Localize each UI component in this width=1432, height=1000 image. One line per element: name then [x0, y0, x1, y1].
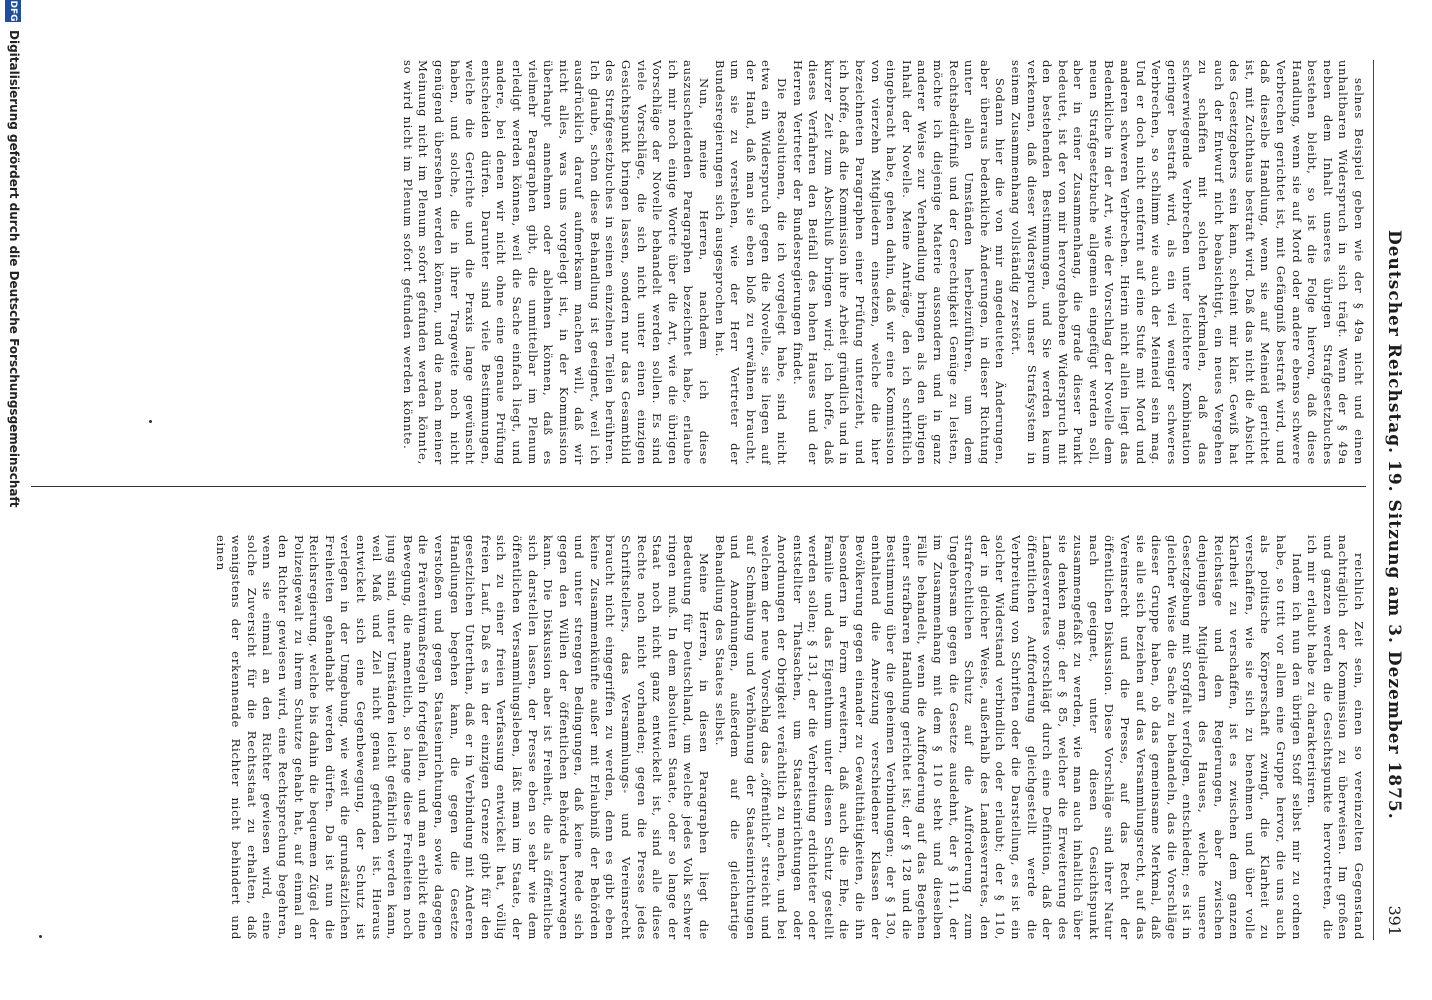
- paragraph: Indem ich nun den übrigen Stoff selbst mir zu ordnen habe, so tritt vor allem eine Gruppe hervor, die uns auch als politische Körperschaft zwingt, die Klarheit zu verschaffen, wie sie sich zu benehmen und über volle Klarheit zu verschaffen, ist es zwischen dem ganzen Reichstage und den Regierungen, aber zwischen denjenigen Mitgliedern des Hauses, welche unsere Gesetzgebung mit Sorgfalt verfolgen, entschieden; es ist in gleicher Weise die Sache zu behandeln, das die Vorschläge dieser Gruppe haben, ob das gemeinsame Merkmal, daß sie alle sich beziehen auf das Versammlungsrecht, auf das Vereinsrecht und die Presse, auf das Recht der öffentlichen Diskussion. Diese Vorschläge sind ihrer Natur nach geeignet, unter diesen Gesichtspunkt zusammengefaßt zu werden, wie man auch inhaltlich über sie denken mag: der § 85, welcher die Erweiterung des Landesverrates vorschlägt durch eine Definition, daß der öffentlichen Aufforderung gleichgestellt werde die Verbreitung von Schriften oder die Darstellung, es ist ein solcher Widerstand verbindlich oder erlaubt; der § 110, der in gleicher Weise, außerhalb des Landesverrates, den strafrechtlichen Schutz auf die Aufforderung zum Ungehorsam gegen die Gesetze ausdehnt, der § 111, der im Zusammenhang mit dem § 110 steht und dieselben Fälle behandelt, wenn die Aufforderung auf das Begehen einer strafbaren Handlung gerichtet ist; der § 128 und die Bestimmung über die geheimen Verbindungen; der § 130, enthaltend die Anreizung verschiedener Klassen der Bevölkerung gegen einander zu Gewaltthätigkeiten, die ihn besondern in Form erweitern, daß auch die Ehe, die Familie und das Eigenthum unter diesen Schutz gestellt werden sollen; § 131, der die Verbreitung erdichteter oder entstellter Thatsachen, um Staatseinrichtungen oder Anordnungen der Obrigkeit verächtlich zu machen, und bei welchem der neue Vorschlag das „öffentlich“ streicht und auf Schmähung und Verhöhnung der Staatseinrichtungen und Anordnungen, außerdem auf die gleichartige Behandlung des Staates selbst.: [712, 535, 1304, 940]
- column-divider: [31, 486, 1366, 487]
- footer-text: Digitalisierung gefördert durch die Deutsche Forschungsgemeinschaft: [7, 30, 21, 508]
- text-column-left: [31, 60, 1366, 465]
- paragraph: reichlich Zeit sein, einen so vereinzelten Gegenstand nachträglich der Kommission zu überweisen. Im großen und ganzen werden die Gesichtspunkte hervortreten, die ich mir erlaubt habe zu charakterisiren.: [1305, 535, 1366, 940]
- scan-speck: [149, 420, 152, 423]
- paragraph: Die Resolutionen, die ich vorgelegt habe, sind nicht etwa ein Widerspruch gegen die Novelle, sie liegen auf der Hand, daß man sie eben bloß zu erwähnen braucht, um sie zu verstehen, wie der Herr Vertreter der Bundesregierungen sich ausgesprochen hat.: [712, 60, 790, 465]
- dfg-logo: DFG: [5, 0, 21, 22]
- paragraph: Sodann hier die von mir angedeuteten Änderungen, aber überaus bedenkliche Änderungen, in dieser Richtung unter allen Umständen herbeizuführen, um dem Rechtsbedürfniß und der Gerechtigkeit Genüge zu leisten, möchte ich diejenige Materie aussondern und in ganz anderer Weise zur Verhandlung bringen als den übrigen Inhalt der Novelle. Meine Anträge, den ich schriftlich eingebracht habe, gehen dahin, daß wir eine Kommission von vierzehn Mitgliedern einsetzen, welche die hier bezeichneten Paragraphen einer Prüfung unterzieht, und ich hoffe, daß die Kommission ihre Arbeit gründlich und in kurzer Zeit zum Abschluß bringen wird; ich hoffe, daß dieses Verfahren den Beifall des hohen Hauses und der Herren Vertreter der Bundesregierungen findet.: [790, 60, 1008, 465]
- page-number: 391: [1385, 905, 1404, 936]
- text-column-right: [31, 535, 1366, 940]
- paragraph: Nun, meine Herren, nachdem ich diese auszuscheidenden Paragraphen bezeichnet habe, erlaube ich mir noch einige Worte über die Art, wie die übrigen Vorschläge der Novelle behandelt werden sollen. Es sind viele Vorschläge, die sich nicht unter einen einzigen Gesichtspunkt bringen lassen, sondern nur das Gesamtbild des Strafgesetzbuches in seinen einzelnen Teilen berühren. Ich glaube, schon diese Behandlung ist geeignet, weil ich ausdrücklich darauf aufmerksam machen will, daß wir nicht alles, was uns vorgelegt ist, in der Kommission überhaupt annehmen oder ablehnen können, daß es vielmehr Paragraphen gibt, die unmittelbar im Plenum erledigt werden können, weil die Sache einfach liegt, und andere, bei denen wir nicht ohne eine genaue Prüfung entscheiden dürfen. Darunter sind viele Bestimmungen, welche die Gerichte und die Praxis lange gewünscht haben, und solche, die in ihrer Tragweite noch nicht genügend übersehen werden können, und die nach meiner Meinung nicht im Plenum sofort gefunden werden könnte, so wird nicht im Plenum sofort gefunden werden könnte.: [400, 60, 712, 465]
- header-title: Deutscher Reichstag.: [1384, 230, 1404, 455]
- page-header: [1373, 60, 1410, 940]
- paragraph: selnes Beispiel geben wie der § 49a nicht und einen unhaltbaren Widerspruch in sich trägt. Wenn der § 49a neben dem Inhalt unseres übrigen Strafgesetzbuches bestehen bleibt, so ist die Folge hiervon, daß diese Handlung, wenn sie auf Mord oder andere ebenso schwere Verbrechen gerichtet ist, mit Gefängniß bestraft wird, und daß dieselbe Handlung, wenn sie auf Meineid gerichtet ist, mit Zuchthaus bestraft wird. Daß das nicht die Absicht des Gesetzgebers sein kann, scheint mir klar. Gewiß hat auch der Entwurf nicht beabsichtigt, ein neues Vergehen zu schaffen mit solchen Merkmalen, daß das schwerwiegende Verbrechen unter leichtere Kombination geringer bestraft wird, als ein viel weniger schweres Verbrechen, so schlimm wie auch der Meineid sein mag. Und er doch nicht entfernt auf eine Stufe mit Mord und anderen schweren Verbrechen. Hierin nicht allein liegt das Bedenkliche in der Art, wie der Vorschlag der Novelle dem neuen Strafgesetzbuche allgemein eingefügt werden soll, aber in einer Zusammenhang, die grade dieser Punkt bedeutet, ist der von mir hervorgehobene Widerspruch mit den bestehenden Bestimmungen, und Sie werden kaum verkennen, daß dieser Widerspruch unser Strafsystem in seinem Zusammenhang vollständig zerstört.: [1008, 60, 1366, 465]
- header-session: 19. Sitzung am 3. Dezember 1875.: [1384, 460, 1404, 820]
- scan-speck: [39, 935, 42, 938]
- paragraph: Meine Herren, in diesen Paragraphen liegt die Bedeutung für Deutschland, um welche jedes Volk schwer ringen muß. In dem absoluten Staate, oder so lange der Staat noch nicht ganz entwickelt ist, sind alle diese Rechte noch nicht vorhanden; gegen die Presse jedes Schriftstellers, das Versammlungs- und Vereinsrecht braucht nicht eingegriffen zu werden, denn es gibt eben keine Zusammenkünfte außer mit Erlaubniß der Behörden und unter strengen Bedingungen, daß keine Rede sich gegen den Willen der öffentlichen Behörde hervorwagen kann. Die Diskussion aber ist Freiheit, die als öffentliche sich darstellen lassen, der Presse eben so sehr wie dem öffentlichen Versammlungsleben, läßt man im Staate, der sich zu einer freien Verfassung entwickelt hat, völlig freien Lauf. Daß es in der einzigen Grenze gibt für den gesetzlichen Unterthan, daß er in Verbindung mit Anderen Handlungen begehen kann, die gegen die Gesetze verstoßen und gegen Staatseinrichtungen, sowie dagegen die Präventivmaßregeln fortgefallen, und man erblickt eine Bewegung, die namentlich, so lange diese Freiheiten noch jung sind, unter Umständen leicht gefährlich werden kann, weil Maß und Ziel nicht genau gefunden ist. Hieraus entwickelt sich eine Gegenbewegung, der Schutz ist verlegen in der Umgebung, wie weit die grundsätzlichen Freiheiten gehandhabt werden dürfen. Da ist nun die Reichsregierung, welche bis dahin die bequemen Zügel der Polizeigewalt zu ihrem Schutze gehabt hat, auf einmal an den Richter gewiesen wird, eine Rechtsprechung begehren, wenn sie einmal an den Richter gewiesen wird, eine solche Zuversicht für die Rechtsstaat zu erhalten, daß wenigstens der erkennende Richter nicht behindert und einen: [213, 535, 712, 940]
- digitization-footer: [2, 0, 24, 1000]
